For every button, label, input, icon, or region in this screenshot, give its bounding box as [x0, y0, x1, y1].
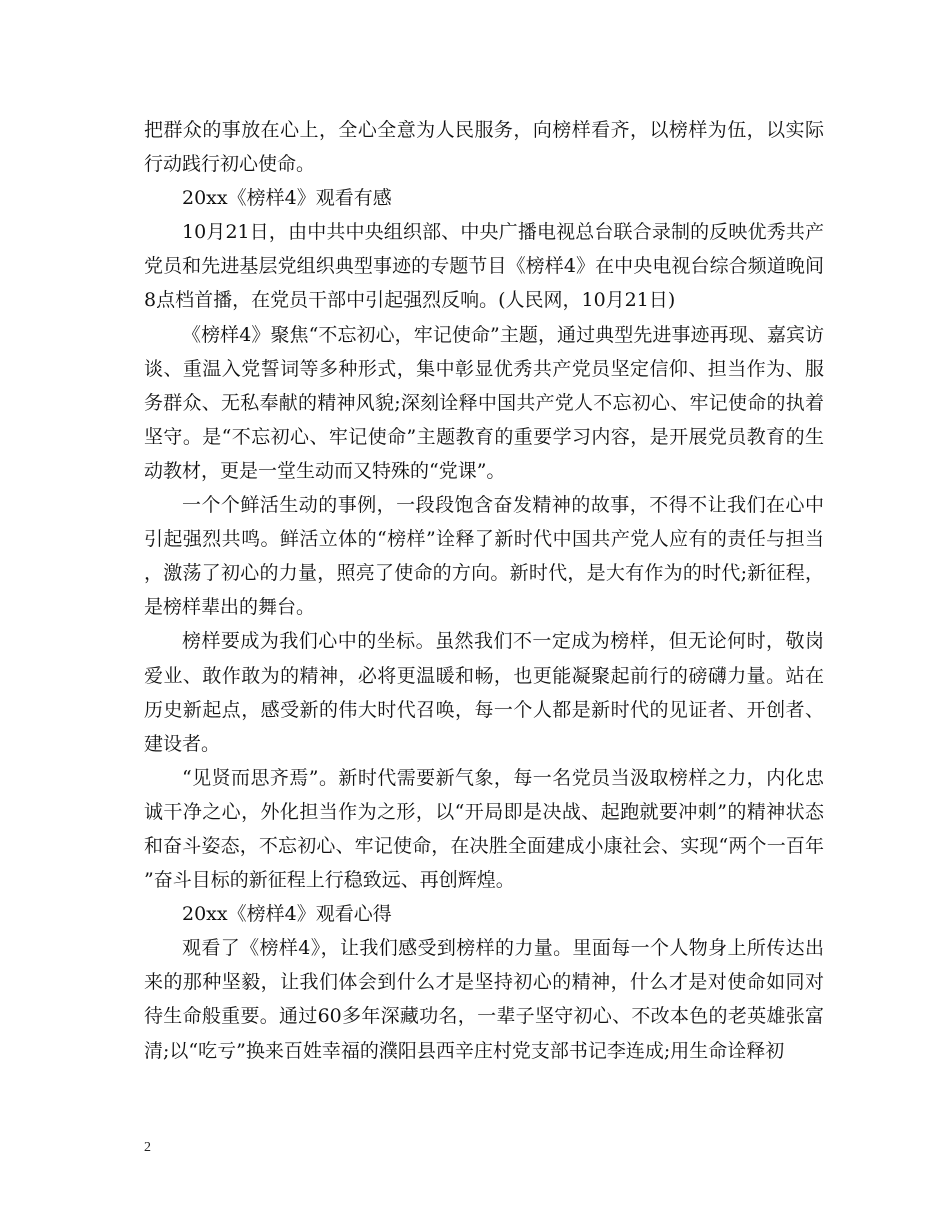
paragraph-program-theme: 《榜样4》聚焦“不忘初心，牢记使命”主题，通过典型先进事迹再现、嘉宾访谈、重温入党誓词等多种形式，集中彰显优秀共产党员坚定信仰、担当作为、服务群众、无私奉献的精神风貌;深刻诠释中国共产党人不忘初心、牢记使命的执着坚守。是“不忘初心、牢记使命”主题教育的重要学习内容，是开展党员教育的生动教材，更是一堂生动而又特殊的“党课”。	[144, 323, 824, 482]
paragraph-vivid-examples: 一个个鲜活生动的事例，一段段饱含奋发精神的故事，不得不让我们在心中引起强烈共鸣。鲜活立体的“榜样”诠释了新时代中国共产党人应有的责任与担当，激荡了初心的力量，照亮了使命的方向。新时代，是大有作为的时代;新征程，是榜样辈出的舞台。	[144, 494, 824, 619]
paragraph-broadcast-news: 10月21日，由中共中央组织部、中央广播电视总台联合录制的反映优秀共产党员和先进基层党组织典型事迹的专题节目《榜样4》在中央电视台综合频道晚间8点档首播，在党员干部中引起强烈反响。(人民网，10月21日)	[144, 221, 824, 312]
page-number: 2	[144, 1140, 151, 1155]
paragraph-reflections-body: 观看了《榜样4》，让我们感受到榜样的力量。里面每一个人物身上所传达出来的那种坚毅，让我们体会到什么才是坚持初心的精神，什么才是对使命如同对待生命般重要。通过60多年深藏功名，一辈子坚守初心、不改本色的老英雄张富清;以“吃亏”换来百姓幸福的濮阳县西辛庄村党支部书记李连成;用生命诠释初	[144, 937, 824, 1062]
document-body	[144, 113, 824, 1068]
paragraph-role-model-coordinate: 榜样要成为我们心中的坐标。虽然我们不一定成为榜样，但无论何时，敬岗爱业、敢作敢为的精神，必将更温暖和畅，也更能凝聚起前行的磅礴力量。站在历史新起点，感受新的伟大时代召唤，每一个人都是新时代的见证者、开创者、建设者。	[144, 630, 824, 755]
paragraph-emulate-the-virtuous: “见贤而思齐焉”。新时代需要新气象，每一名党员当汲取榜样之力，内化忠诚干净之心，外化担当作为之形，以“开局即是决战、起跑就要冲刺”的精神状态和奋斗姿态，不忘初心、牢记使命，在决胜全面建成小康社会、实现“两个一百年”奋斗目标的新征程上行稳致远、再创辉煌。	[144, 766, 824, 892]
section-heading-viewing-impressions: 20xx《榜样4》观看有感	[182, 187, 392, 210]
paragraph-opening: 把群众的事放在心上，全心全意为人民服务，向榜样看齐，以榜样为伍，以实际行动践行初心使命。	[144, 119, 824, 176]
section-heading-viewing-reflections: 20xx《榜样4》观看心得	[182, 903, 392, 926]
